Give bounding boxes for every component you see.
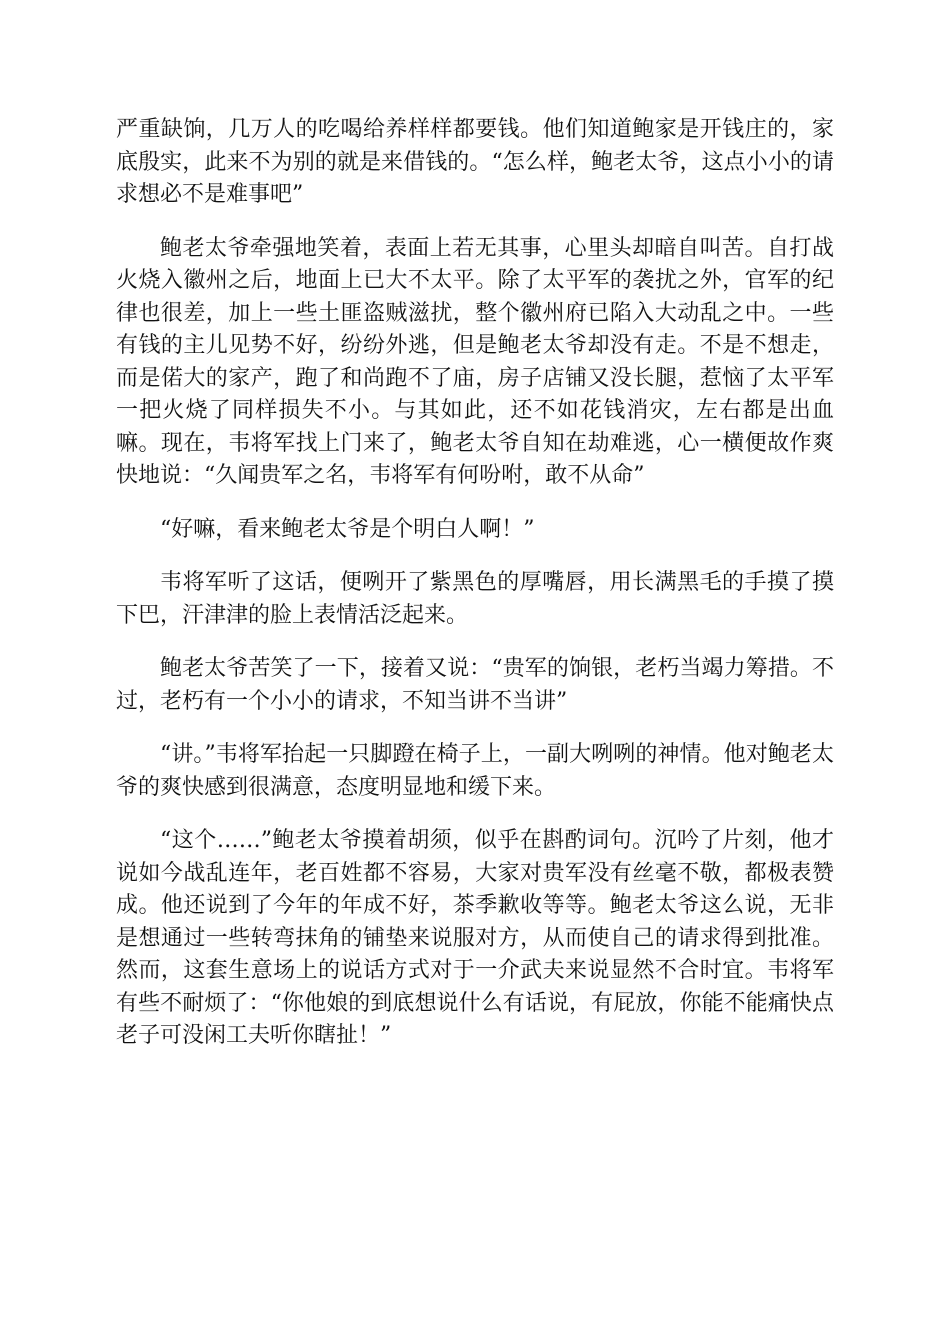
paragraph-2: 鲍老太爷牵强地笑着，表面上若无其事，心里头却暗自叫苦。自打战火烧入徽州之后，地面上已大不太平。除了太平军的袭扰之外，官军的纪律也很差，加上一些土匪盗贼滋扰，整个徽州府已陷入大动乱之中。一些有钱的主儿见势不好，纷纷外逃，但是鲍老太爷却没有走。不是不想走，而是偌大的家产，跑了和尚跑不了庙，房子店铺又没长腿，惹恼了太平军一把火烧了同样损失不小。与其如此，还不如花钱消灾，左右都是出血嘛。现在，韦将军找上门来了，鲍老太爷自知在劫难逃，心一横便故作爽快地说：“久闻贵军之名，韦将军有何吩咐，敢不从命” — [116, 235, 834, 488]
paragraph-3: “好嘛，看来鲍老太爷是个明白人啊！” — [160, 516, 535, 542]
paragraph-1: 严重缺饷，几万人的吃喝给养样样都要钱。他们知道鲍家是开钱庄的，家底殷实，此来不为别的就是来借钱的。“怎么样，鲍老太爷，这点小小的请求想必不是难事吧” — [116, 117, 834, 207]
paragraph-6: “讲。”韦将军抬起一只脚蹬在椅子上，一副大咧咧的神情。他对鲍老太爷的爽快感到很满意，态度明显地和缓下来。 — [116, 742, 834, 800]
paragraph-7: “这个……”鲍老太爷摸着胡须，似乎在斟酌词句。沉吟了片刻，他才说如今战乱连年，老百姓都不容易，大家对贵军没有丝毫不敬，都极表赞成。他还说到了今年的年成不好，茶季歉收等等。鲍老太爷这么说，无非是想通过一些转弯抹角的铺垫来说服对方，从而使自己的请求得到批准。然而，这套生意场上的说话方式对于一介武夫来说显然不合时宜。韦将军有些不耐烦了：“你他娘的到底想说什么有话说，有屁放，你能不能痛快点老子可没闲工夫听你瞎扯！” — [116, 828, 834, 1048]
document-body — [116, 114, 834, 1074]
paragraph-4: 韦将军听了这话，便咧开了紫黑色的厚嘴唇，用长满黑毛的手摸了摸下巴，汗津津的脸上表情活泛起来。 — [116, 570, 834, 628]
paragraph-5: 鲍老太爷苦笑了一下，接着又说：“贵军的饷银，老朽当竭力筹措。不过，老朽有一个小小的请求，不知当讲不当讲” — [116, 656, 834, 714]
